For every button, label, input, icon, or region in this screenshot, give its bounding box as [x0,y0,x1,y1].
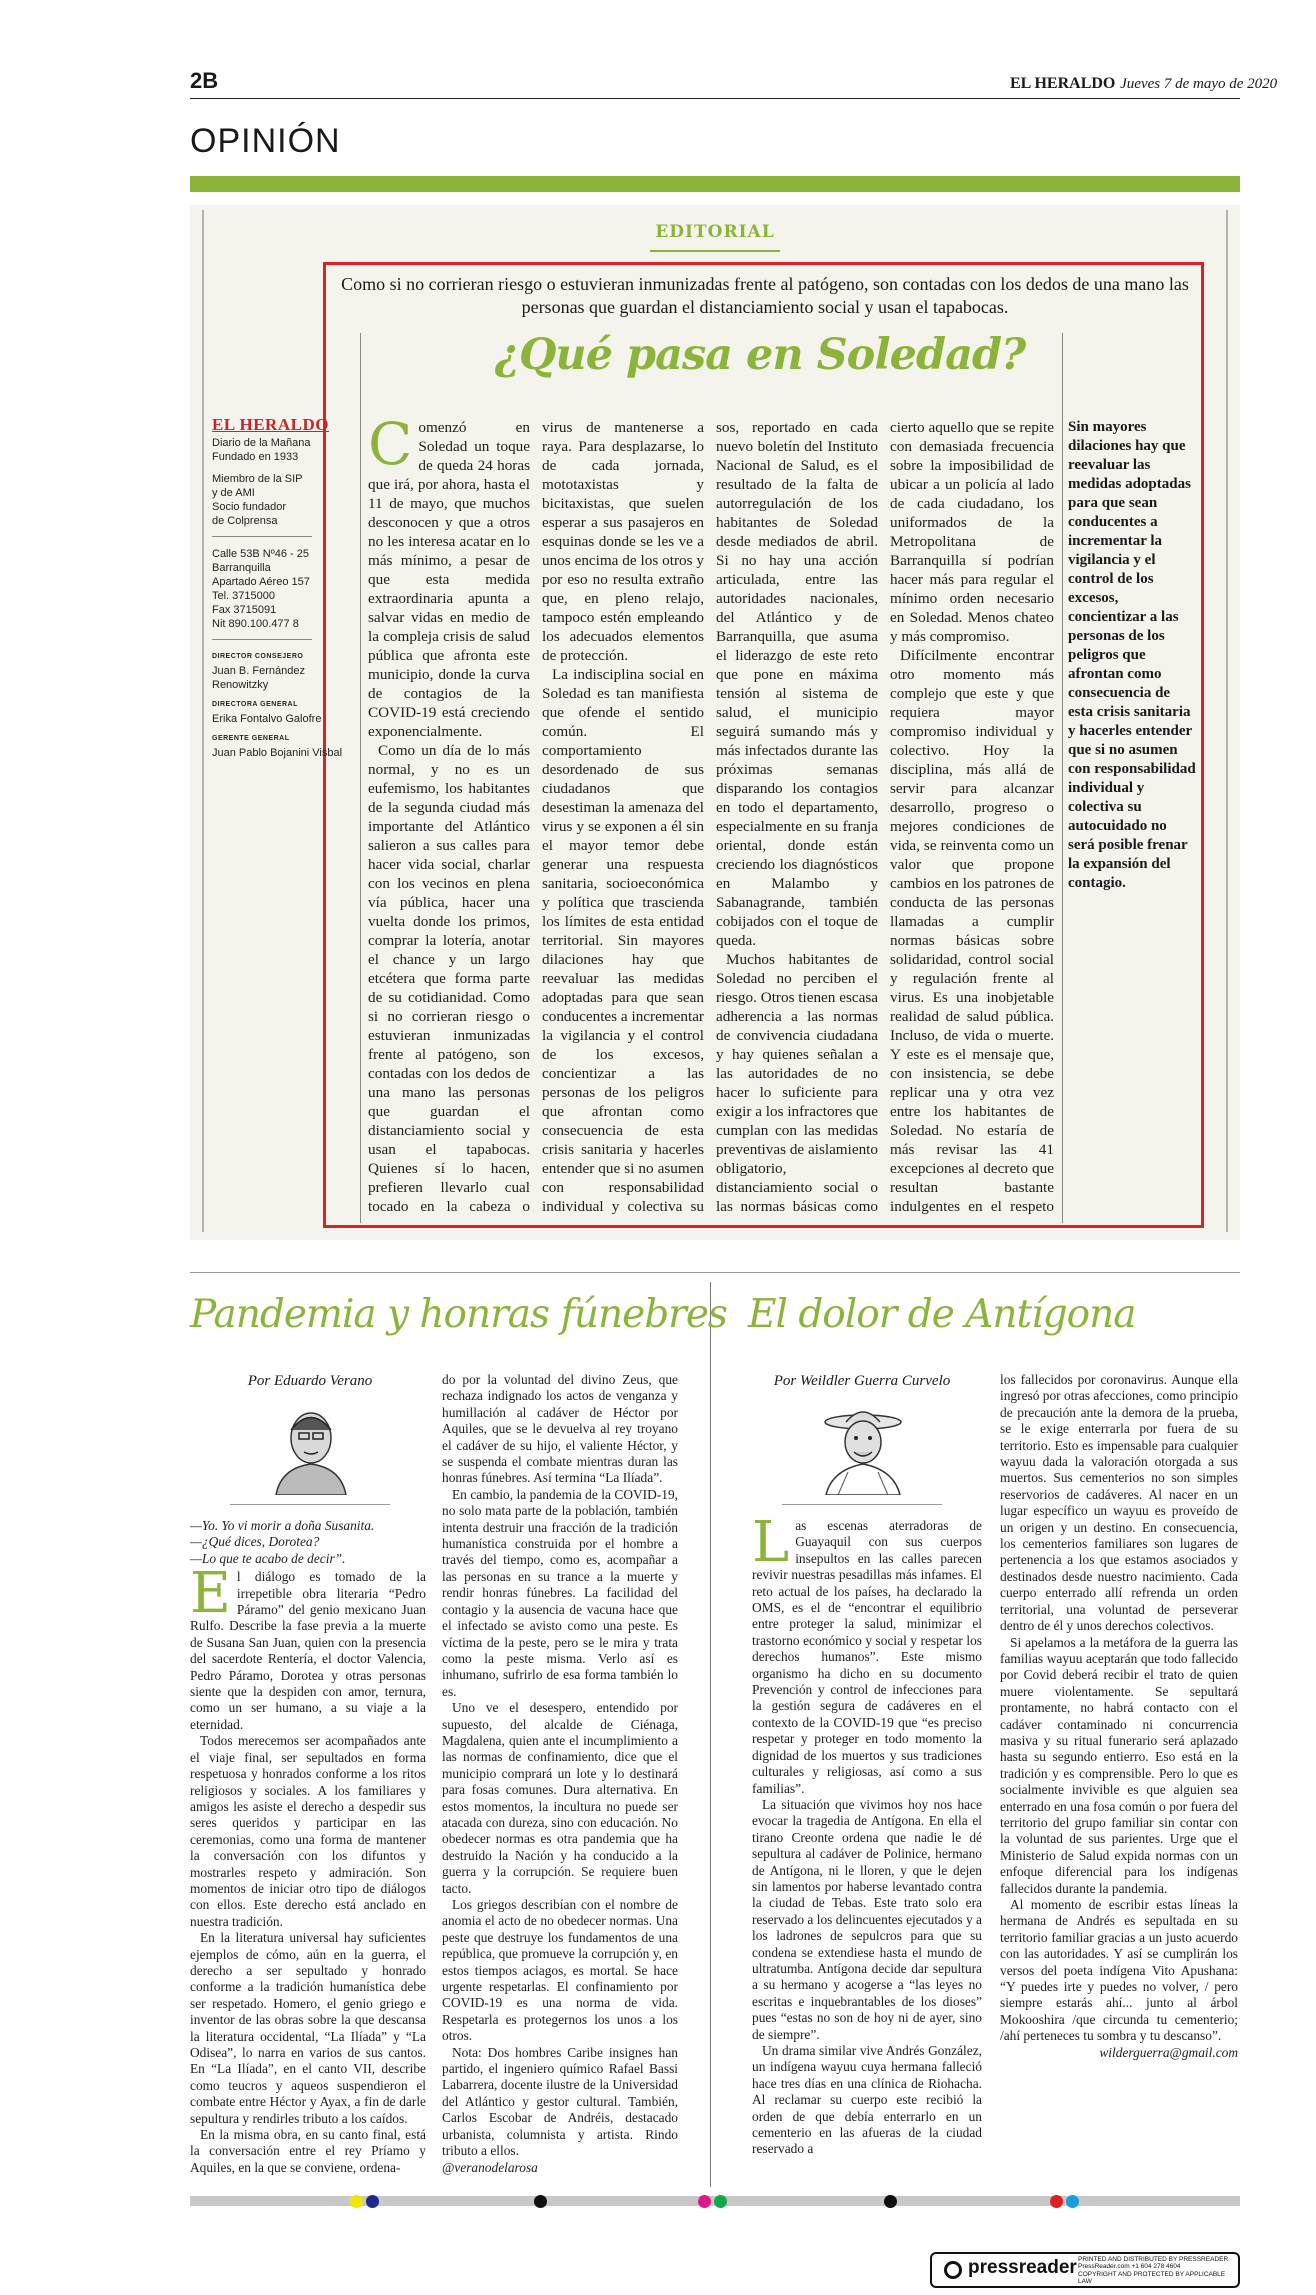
editorial-paragraph: virus de mantenerse a raya. Para desplazarse, lo de cada jornada, mototaxistas y bicitaxistas, que suelen esperar a sus pasajeros en esquinas donde se les ve a unos encima de los otros y por eso no resulta extraño que, en pleno relajo, tampoco estén empleando los adecuados elementos de protección. [542,419,704,664]
article-left-epigraph: —Yo. Yo vi morir a doña Susanita. —¿Qué dices, Dorotea? —Lo que te acabo de decir”. [190,1518,375,1566]
editorial-label: EDITORIAL [655,222,775,242]
article-right-column-2 [1000,1372,1238,2188]
page-number: 2B [190,68,219,93]
portrait-sketch-icon [266,1400,356,1495]
pressreader-logo-icon [944,2261,962,2279]
editorial-column-3 [716,418,878,1218]
sidebar-rule [212,639,312,640]
registration-mark-cyan [1066,2195,1079,2208]
registration-mark-blue [366,2195,379,2208]
director-caption: DIRECTOR CONSEJERO [212,653,304,660]
article-paragraph: Los griegos describían con el nombre de anomia el acto de no obedecer normas. Una peste que destruye los fundamentos de una república, que promueve la corrupción y, en estos tiempos aciagos, es mortal. Se hace urgente respetarlas. El confinamiento por COVID-19 es una norma de vida. Respetarla es protegernos los unos a los otros. [442,1897,678,2044]
gerente-caption: GERENTE GENERAL [212,735,290,742]
director-name: Juan B. Fernández Renowitzky [212,665,305,691]
author-portrait-guerra [818,1400,908,1495]
editorial-column-4 [890,418,1054,1218]
articles-divider [710,1282,711,2187]
pressreader-notice: PRINTED AND DISTRIBUTED BY PRESSREADER PressReader.com +1 604 278 4604 COPYRIGHT AND PROTECTED BY APPLICABLE LAW [1078,2256,1229,2286]
article-paragraph: l diálogo es tomado de la irrepetible obra literaria “Pedro Páramo” del genio mexicano Juan Rulfo. Describe la fase previa a la muerte de Susana San Juan, quien con la presencia del sacerdote Rentería, el doctor Valencia, Pedro Páramo, Dorotea y otras personas siente que la despiden con amor, ternura, como un ser humano, a su viaje a la eternidad. [190,1569,426,1732]
editorial-paragraph: sos, reportado en cada nuevo boletín del Instituto Nacional de Salud, es el resultado de la falta de autorregulación de los habitantes de Soledad desde mediados de abril. Si no hay una acción articulada, entre las autoridades nacionales, del Atlántico y de Barranquilla, que asuma el liderazgo de este reto que pone en máxima tensión al sistema de salud, el municipio seguirá sumando más y más infectados durante las próximas semanas disparando los contagios en todo el departamento, especialmente en su franja oriental, donde están creciendo los diagnósticos en Malambo y Sabanagrande, también cobijados con el toque de queda. [716,419,878,949]
editorial-label-rule [650,250,780,252]
registration-mark-magenta [698,2195,711,2208]
article-right-signature: wilderguerra@gmail.com [1099,2044,1238,2060]
sidebar-address: Calle 53B Nº46 - 25 Barranquilla Apartado Aéreo 157 Tel. 3715000 Fax 3715091 Nit 890.100.477 8 [212,548,310,630]
editorial-lede: Como si no corrieran riesgo o estuvieran inmunizadas frente al patógeno, son contadas con los dedos de una mano las personas que guardan el distanciamiento social y usan el tapabocas. [341,274,1189,317]
issue-date: Jueves 7 de mayo de 2020 [1120,76,1278,92]
gerente-name: Juan Pablo Bojanini Visbal [212,747,343,759]
article-paragraph: los fallecidos por coronavirus. Aunque ella ingresó por otras afecciones, como principio de precaución ante la demora de la prueba, se le exige enterrarla por fuera de su territorio. Esto es impensable para cualquier wayuu dada la valoración otorgada a sus muertos. Sus cementerios no son simples reservorios de cadáveres. Al nacer en un lugar específico un wayuu es proveído de un origen y un destino. En consecuencia, los cementerios familiares son lugares de pertenencia a los que estamos asociados y destinados desde nuestro nacimiento. Cada cuerpo enterrado allí refrenda un orden territorial, una voluntad de perseverar dentro de él y unos derechos colectivos. [1000,1372,1238,1634]
byline-rule [782,1504,942,1505]
pull-quote: Sin mayores dilaciones hay que reevaluar las medidas adoptadas para que sean conducentes a incrementar la vigilancia y el control de los excesos, concientizar a las personas de los peligros que afrontan como consecuencia de esta crisis sanitaria y hacerles entender que si no asumen con responsabilidad individual y colectiva su autocuidado no será posible frenar la expansión del contagio. [1068,419,1196,891]
article-paragraph: do por la voluntad del divino Zeus, que rechaza indignado los actos de venganza y humillación al cadáver de Héctor por Aquiles, que se le devuelva al rey troyano el cadáver de su hijo, el valiente Héctor, y se suspenda el combate mientras duran las honras fúnebres. Así termina “La Ilíada”. [442,1372,678,1486]
editorial-column-1 [368,418,530,1218]
editorial-paragraph: omenzó en Soledad un toque de queda 24 horas que irá, por ahora, hasta el 11 de mayo, que muchos desconocen y que a otros no les interesa acatar en lo más mínimo, a pesar de que esta medida extraordinaria apunta a salvar vidas en medio de la compleja crisis de salud pública que afronta este municipio, donde la curva de contagios de la COVID-19 está creciendo exponencialmente. [368,419,530,740]
article-right-column-1 [752,1518,982,2188]
article-paragraph: En cambio, la pandemia de la COVID-19, no solo mata parte de la población, también intenta destruir una fracción de la tradición humanística construida por el hombre a través del tiempo, como es, acompañar a las personas en su trance a la muerte y rendir honras fúnebres. La facilidad del contagio y la ausencia de vacuna hace que el infectado se avisto como una peste. Es víctima de la peste, pero se le mira y trata como la peste misma. Verlo así es inhumano, sufrirlo de esa forma también lo es. [442,1486,678,1699]
registration-mark-black [534,2195,547,2208]
el-heraldo-logo: EL HERALDO [212,415,329,434]
editorial-column-2 [542,418,704,1218]
article-left-title: Pandemia y honras fúnebres [190,1292,727,1337]
sidebar-rule [212,536,312,537]
registration-mark-black [884,2195,897,2208]
article-paragraph: Nota: Dos hombres Caribe insignes han partido, el ingeniero químico Rafael Bassi Labarrera, docente ilustre de la Universidad del Atlántico y gestor cultural. También, Carlos Escobar de Andréis, destacado urbanista, columnista y artista. Rindo tributo a ellos. [442,2044,678,2159]
editorial-paragraph: cierto aquello que se repite con demasiada frecuencia sobre la imposibilidad de ubicar a un policía al lado de cada ciudadano, los uniformados de la Metropolitana de Barranquilla sí podrían hacer más para regular el mínimo orden necesario en Soledad. Menos chateo y más compromiso. [890,419,1054,645]
article-paragraph: as escenas aterradoras de Guayaquil con sus cuerpos insepultos en las calles parecen revivir nuestras pesadillas más infames. El reto actual de los países, ha declarado la OMS, es el de “encontrar el equilibrio entre proteger la salud, minimizar el trastorno económico y social y respetar los derechos humanos”. Este mismo organismo ha dicho en su documento Prevención y control de infecciones para la gestión segura de cadáveres en el contexto de la COVID-19 que “es preciso respetar y proteger en todo momento la dignidad de los muertos y sus tradiciones culturales y religiosas, así como a sus familias”. [752,1518,982,1796]
section-title: OPINIÓN [190,122,341,160]
editorial-paragraph: La indisciplina social en Soledad es tan manifiesta que ofende el sentido común. El comportamiento desordenado de sus ciudadanos que desestiman la amenaza del virus y se exponen a él sin el mayor temor debe generar una respuesta sanitaria, socioeconómica y política que trascienda los límites de esta entidad territorial. Sin mayores dilaciones hay que reevaluar las medidas adoptadas para que sean conducentes a incrementar la vigilancia y el control de los excesos, concientizar a las personas de los peligros que afrontan como consecuencia de esta crisis sanitaria y hacerles entender que si no asumen con responsabilidad individual y colectiva su [542,666,704,1215]
article-left-column-2 [442,1372,678,2188]
byline-rule [230,1504,390,1505]
article-paragraph: Un drama similar vive Andrés González, un indígena wayuu cuya hermana falleció hace tres días en una clínica de Riohacha. Al reclamar su cuerpo este recibió la orden de que debía enterrarlo en un cementerio en las afueras de la ciudad reservado a [752,2043,982,2157]
editorial-paragraph: Como un día de lo más normal, y no es un eufemismo, los habitantes de la segunda ciudad más importante del Atlántico salieron a sus calles para hacer vida social, charlar con los vecinos en plena vía pública, hacer una vuelta donde los primos, comprar la lotería, anotar el chance y un largo etcétera que forma parte de su cotidianidad. Como si no corrieran riesgo o estuvieran inmunizadas frente al patógeno, son contadas con los dedos de una mano las personas que guardan el distanciamiento social y usan el tapabocas. Quienes sí lo hacen, prefieren llevarlo cual tocado en la cabeza o [368,742,530,1215]
header-rule [190,98,1240,99]
directora-name: Erika Fontalvo Galofre [212,713,322,725]
article-left-byline: Por Eduardo Verano [247,1373,373,1389]
article-left-column-1 [190,1518,426,2188]
articles-top-rule [190,1272,1240,1273]
editorial-paragraph: Muchos habitantes de Soledad no perciben el riesgo. Otros tienen escasa adherencia a las normas de convivencia ciudadana y hay quienes señalan a las autoridades de no hacer lo suficiente para exigir a los infractores que cumplan con las medidas preventivas de aislamiento obligatorio, distanciamiento social o las normas básicas como [716,951,878,1215]
article-left-dropcap: E [190,1561,231,1627]
article-paragraph: En la literatura universal hay suficientes ejemplos de cómo, aún en la guerra, el derecho a ser sepultado y honrado conforme a la tradición humanística debe ser respetado. Homero, el genio griego e inventor de las obras sobre la que descansa la literatura occidental, “La Ilíada” y “La Odisea”, lo narra en varios de sus cantos. En “La Ilíada”, en el canto VII, describe como teucros y aqueos suspendieron el combate entre Héctor y Ayax, a fin de darle sepultura y rendirles tributo a los caídos. [190,1930,426,2126]
sidebar-memberships: Miembro de la SIP y de AMI Socio fundador de Colprensa [212,473,303,527]
article-paragraph: Uno ve el desespero, entendido por supuesto, del alcalde de Ciénaga, Magdalena, quien ante el incumplimiento a las normas de confinamiento, dice que el municipio comprará un lote y lo destinará para fosas comunes. Dura alternativa. En estos momentos, la incultura no puede ser atacada con dureza, sino con educación. No obedecer normas es otra pandemia que ha destruido la Nación y ha conducido a la guerra y la corrupción. Se requiere buen tacto. [442,1700,678,1896]
article-paragraph: La situación que vivimos hoy nos hace evocar la tragedia de Antígona. En ella el tirano Creonte ordena que nadie le dé sepultura al cadáver de Polinice, hermano de Antígona, ni le lloren, y que le dejen sin lamentos por haberse levantado contra la ciudad de Tebas. Este trato solo era reservado a los delincuentes ejecutados y a los ladrones de sepulcros para que su condena se extendiese hasta el mundo de ultratumba. Antígona decide dar sepultura a su hermano y acogerse a “las leyes no escritas e inquebrantables de los dioses” pues “estas no son de hoy ni de ayer, sino de siempre”. [752,1796,982,2042]
article-right-byline: Por Weildler Guerra Curvelo [773,1373,951,1389]
article-paragraph: Si apelamos a la metáfora de la guerra las familias wayuu aceptarán que todo fallecido por Covid deberá recibir el trato de quien muere violentamente. Se sepultará prontamente, no habrá contacto con el cadáver contaminado ni concurrencia masiva y su ritual funerario será aplazado hasta su segundo entierro. Eso está en la tradición y es comprensible. Pero lo que es socialmente invivible es que alguien sea enterrado en una fosa común o por fuera del territorio del grupo familiar sin contar con la voluntad de sus parientes. Urge que el Ministerio de Salud expida normas con un enfoque diferencial para los indígenas fallecidos durante la pandemia. [1000,1634,1238,1896]
column-rule [360,333,361,1223]
article-paragraph: Al momento de escribir estas líneas la hermana de Andrés es sepultada en su territorio familiar gracias a un justo acuerdo con las autoridades. Y así se cumplirán los versos del poeta indígena Vito Apushana: “Y puedes irte y puedes no volver, / pero siempre estarás ahí... junto al árbol Mokooshira /que circunda tu cementerio; /ahí perteneces tu sombra y tu descanso”. [1000,1897,1238,2044]
masthead [1010,74,1277,93]
editorial-title: ¿Qué pasa en Soledad? [494,330,1026,380]
article-right-title: El dolor de Antígona [748,1292,1136,1337]
author-portrait-verano [266,1400,356,1495]
sidebar-founded: Diario de la Mañana Fundado en 1933 [212,437,311,463]
pressreader-logo: pressreader [968,2257,1077,2278]
registration-mark-red [1050,2195,1063,2208]
section-accent-bar [190,176,1240,192]
registration-mark-yellow [350,2195,363,2208]
portrait-sketch-icon [818,1400,908,1495]
editorial-dropcap: C [368,418,413,478]
article-paragraph: Todos merecemos ser acompañados ante el viaje final, ser sepultados en forma respetuosa y honrados conforme a los ritos religiosos y sociales. A los familiares y amigos les asiste el derecho a despedir sus seres queridos y participar en las ceremonias, como una forma de mantener la conversación con los difuntos y mostrarles respeto y admiración. Son momentos de iniciar otro tipo de diálogos con ellos. Este derecho está anclado en nuestra tradición. [190,1733,426,1929]
newspaper-name: EL HERALDO [1010,75,1116,92]
editorial-paragraph: Difícilmente encontrar otro momento más complejo que este y que requiera mayor compromiso individual y colectivo. Hoy la disciplina, más allá de servir para alcanzar desarrollo, progreso o mejores condiciones de vida, se reinventa como un valor que propone cambios en los patrones de conducta de las personas llamadas a cumplir normas básicas sobre solidaridad, control social y regulación frente al virus. Es una inobjetable realidad de salud pública. Incluso, de vida o muerte. Y este es el mensaje que, con insistencia, se debe replicar una y otra vez entre los habitantes de Soledad. No estaría de más revisar las 41 excepciones al decreto que resultan bastante indulgentes en el respeto [890,647,1054,1215]
column-rule [1062,333,1063,1223]
article-right-dropcap: L [752,1518,790,1575]
directora-caption: DIRECTORA GENERAL [212,701,298,708]
article-paragraph: En la misma obra, en su canto final, está la conversación entre el rey Príamo y Aquiles, en la que se conviene, ordena- [190,2127,426,2175]
article-left-signature: @veranodelarosa [442,2159,538,2175]
registration-mark-green [714,2195,727,2208]
masthead-sidebar [212,415,362,764]
